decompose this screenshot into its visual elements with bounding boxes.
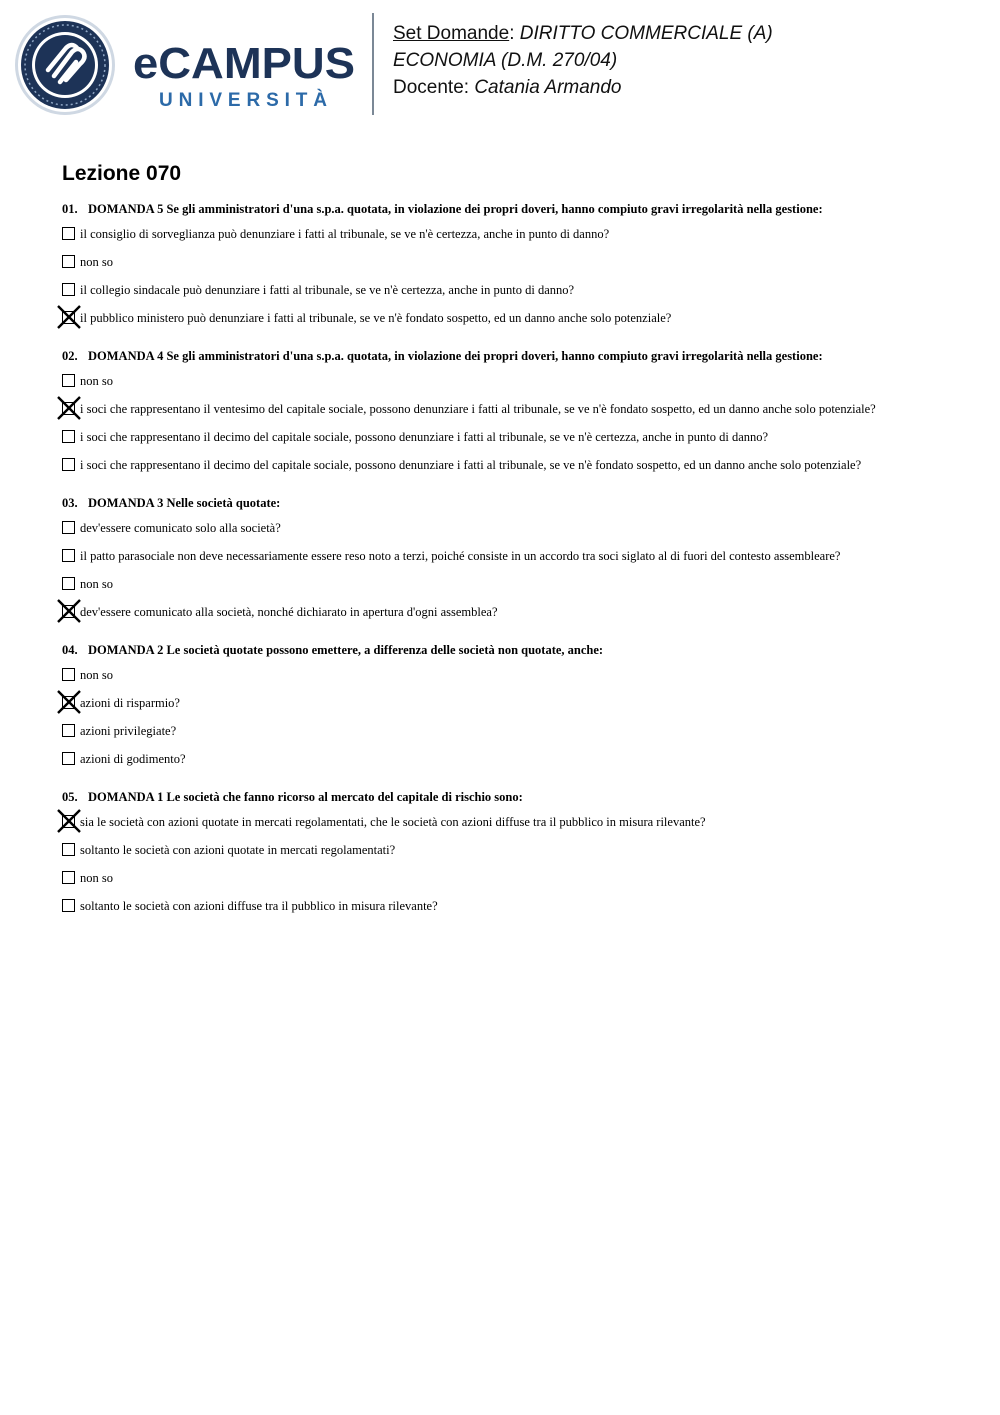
question-prompt: DOMANDA 5 Se gli amministratori d'una s.p.a. quotata, in violazione dei propri doveri, hanno compiuto gravi irregolarità nella gestione: [88, 202, 823, 216]
question-text [62, 492, 962, 514]
answer-text: il collegio sindacale può denunziare i fatti al tribunale, se ve n'è certezza, anche in punto di danno? [80, 283, 575, 297]
answer-option[interactable] [62, 276, 962, 304]
question-block [62, 198, 962, 332]
answer-option[interactable] [62, 514, 962, 542]
checkbox[interactable] [62, 871, 75, 884]
set-label: Set Domande [393, 23, 510, 44]
answer-option[interactable] [62, 542, 962, 570]
answer-option[interactable] [62, 395, 962, 423]
question-number: 02. [62, 349, 78, 363]
checkbox[interactable] [62, 752, 75, 765]
question-text [62, 786, 962, 808]
answer-option[interactable] [62, 451, 962, 479]
answer-text: i soci che rappresentano il decimo del capitale sociale, possono denunziare i fatti al tribunale, se ve n'è certezza, anche in punto di danno? [80, 430, 769, 444]
answer-option[interactable] [62, 836, 962, 864]
question-prompt: DOMANDA 4 Se gli amministratori d'una s.p.a. quotata, in violazione dei propri doveri, hanno compiuto gravi irregolarità nella gestione: [88, 349, 823, 363]
question-block [62, 345, 962, 479]
checkbox[interactable] [62, 549, 75, 562]
set-info [393, 20, 773, 101]
question-prompt: DOMANDA 2 Le società quotate possono emettere, a differenza delle società non quotate, anche: [88, 643, 604, 657]
answer-text: non so [80, 668, 113, 682]
answer-text: dev'essere comunicato solo alla società? [80, 521, 281, 535]
answer-text: sia le società con azioni quotate in mercati regolamentati, che le società con azioni diffuse tra il pubblico in misura rilevante? [80, 815, 706, 829]
checkbox[interactable] [62, 521, 75, 534]
question-prompt: DOMANDA 1 Le società che fanno ricorso al mercato del capitale di rischio sono: [88, 790, 523, 804]
page-header [0, 0, 1000, 130]
answer-option[interactable] [62, 220, 962, 248]
x-mark-icon [57, 690, 81, 714]
course-name-line1: DIRITTO COMMERCIALE (A) [519, 23, 773, 44]
answer-option[interactable] [62, 367, 962, 395]
answer-option[interactable] [62, 423, 962, 451]
question-text [62, 198, 962, 220]
checkbox[interactable] [62, 430, 75, 443]
lesson-content [62, 160, 962, 933]
lesson-title: Lezione 070 [62, 162, 182, 185]
checkbox[interactable] [62, 458, 75, 471]
checkbox[interactable] [62, 843, 75, 856]
question-prompt: DOMANDA 3 Nelle società quotate: [88, 496, 281, 510]
answer-text: non so [80, 871, 113, 885]
course-name-line2: ECONOMIA (D.M. 270/04) [393, 50, 618, 71]
checkbox[interactable] [62, 374, 75, 387]
answer-text: i soci che rappresentano il ventesimo del capitale sociale, possono denunziare i fatti al tribunale, se ve n'è fondato sospetto, ed un danno anche solo potenziale? [80, 402, 876, 416]
header-divider [372, 13, 374, 115]
teacher-line [393, 74, 773, 101]
answer-text: non so [80, 577, 113, 591]
answer-text: dev'essere comunicato alla società, nonché dichiarato in apertura d'ogni assemblea? [80, 605, 498, 619]
answer-option[interactable] [62, 892, 962, 920]
answer-option[interactable] [62, 864, 962, 892]
brand-name: eCAMPUS [133, 39, 355, 88]
checkbox[interactable] [62, 724, 75, 737]
question-number: 01. [62, 202, 78, 216]
question-number: 03. [62, 496, 78, 510]
question-text [62, 639, 962, 661]
question-number: 04. [62, 643, 78, 657]
answer-text: azioni di risparmio? [80, 696, 180, 710]
x-mark-icon [57, 396, 81, 420]
answer-option[interactable] [62, 248, 962, 276]
ecampus-wordmark [133, 36, 357, 112]
answer-text: soltanto le società con azioni quotate in mercati regolamentati? [80, 843, 396, 857]
teacher-label: Docente: [393, 77, 470, 98]
checkbox[interactable] [62, 899, 75, 912]
answer-text: azioni di godimento? [80, 752, 186, 766]
question-text [62, 345, 962, 367]
answer-text: azioni privilegiate? [80, 724, 177, 738]
x-mark-icon [57, 599, 81, 623]
question-block [62, 639, 962, 773]
answer-text: non so [80, 255, 113, 269]
x-mark-icon [57, 305, 81, 329]
answer-text: il consiglio di sorveglianza può denunziare i fatti al tribunale, se ve n'è certezza, anche in punto di danno? [80, 227, 610, 241]
checkbox[interactable] [62, 283, 75, 296]
answer-option[interactable] [62, 808, 962, 836]
answer-option[interactable] [62, 661, 962, 689]
question-list [62, 198, 962, 920]
checkbox[interactable] [62, 255, 75, 268]
answer-text: il pubblico ministero può denunziare i fatti al tribunale, se ve n'è fondato sospetto, ed un danno anche solo potenziale? [80, 311, 672, 325]
answer-option[interactable] [62, 570, 962, 598]
x-mark-icon [57, 809, 81, 833]
set-title-line [393, 20, 773, 47]
answer-option[interactable] [62, 745, 962, 773]
question-block [62, 786, 962, 920]
answer-option[interactable] [62, 304, 962, 332]
teacher-name: Catania Armando [474, 77, 622, 98]
checkbox[interactable] [62, 227, 75, 240]
answer-text: soltanto le società con azioni diffuse tra il pubblico in misura rilevante? [80, 899, 438, 913]
checkbox[interactable] [62, 577, 75, 590]
answer-option[interactable] [62, 717, 962, 745]
checkbox[interactable] [62, 668, 75, 681]
question-number: 05. [62, 790, 78, 804]
brand-subtitle: UNIVERSITÀ [159, 90, 327, 111]
question-block [62, 492, 962, 626]
set-label-sep: : [509, 23, 515, 44]
answer-text: non so [80, 374, 113, 388]
ecampus-seal-icon [14, 14, 116, 116]
answer-text: i soci che rappresentano il decimo del capitale sociale, possono denunziare i fatti al tribunale, se ve n'è fondato sospetto, ed un danno anche solo potenziale? [80, 458, 862, 472]
answer-text: il patto parasociale non deve necessariamente essere reso noto a terzi, poiché consiste in un accordo tra soci siglato al di fuori del contesto assembleare? [80, 549, 841, 563]
answer-option[interactable] [62, 689, 962, 717]
answer-option[interactable] [62, 598, 962, 626]
